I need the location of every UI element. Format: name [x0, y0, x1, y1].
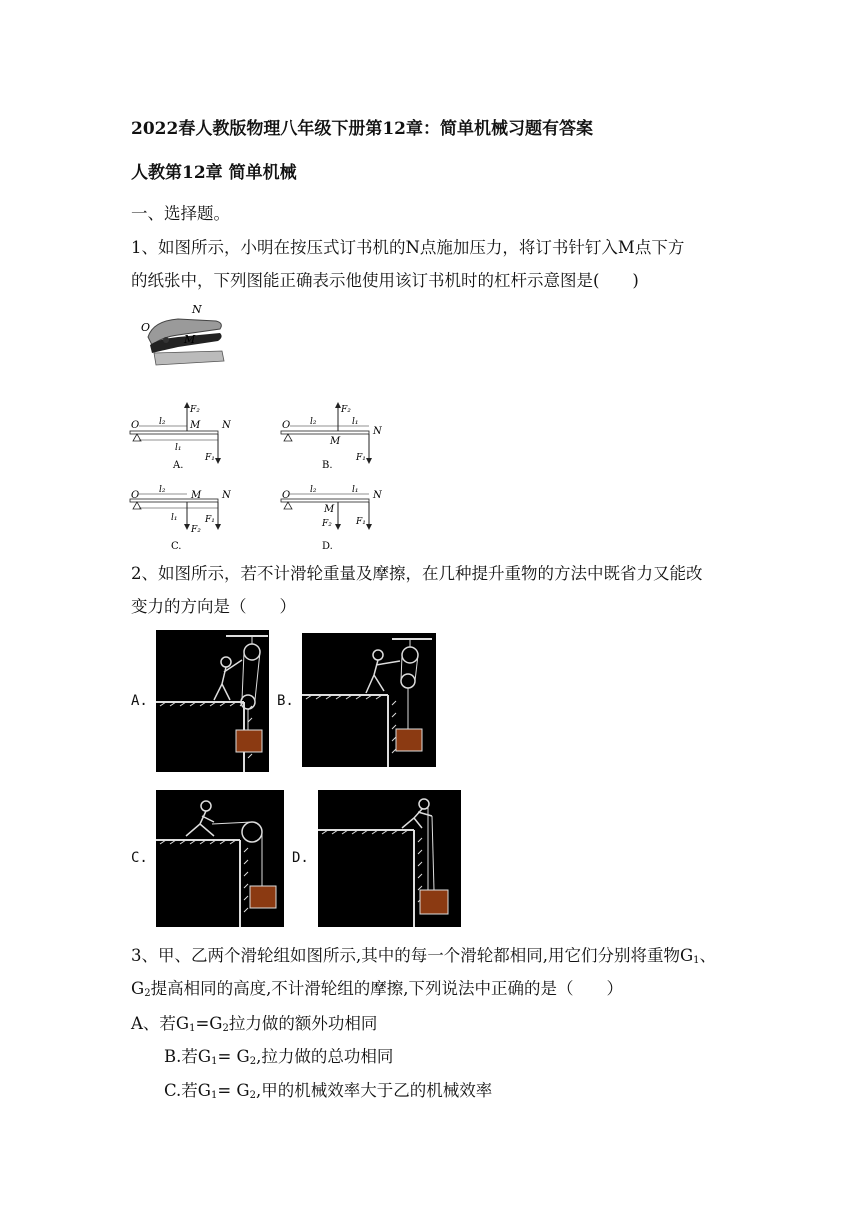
q3-c-s2: 2	[249, 1090, 256, 1101]
q1-line2: 的纸张中，下列图能正确表示他使用该订书机时的杠杆示意图是( )	[131, 271, 639, 290]
q3-c-s1: 1	[210, 1090, 218, 1101]
lever-diagram-b	[276, 400, 386, 472]
document-title: 2022春人教版物理八年级下册第12章：简单机械习题有答案	[131, 119, 593, 139]
q3-a-s2: 2	[222, 1023, 229, 1034]
q2-line1: 2、如图所示，若不计滑轮重量及摩擦，在几种提升重物的方法中既省力又能改	[131, 564, 703, 583]
q3-line1	[131, 945, 716, 972]
q3-b-s2: 2	[249, 1056, 257, 1067]
q3-b-s1: 1	[211, 1056, 218, 1067]
q3-line1-sub: 1	[693, 955, 700, 966]
lever-diagram-d	[276, 482, 386, 554]
lever-d-f1: F₁	[356, 517, 366, 527]
lever-a-o: O	[131, 420, 140, 431]
lever-a-m: M	[190, 420, 201, 431]
lever-d-label: D.	[322, 541, 333, 552]
lever-b-f2: F₂	[341, 405, 351, 415]
q3-line2-g: G	[131, 979, 145, 998]
lever-d-n: N	[373, 490, 382, 501]
pulley-picture-a	[156, 630, 269, 772]
stapler-photo	[138, 303, 228, 369]
q3-a-pre: A、若G	[131, 1014, 190, 1033]
lever-a-l2: l₂	[159, 417, 166, 427]
q1-line1: 1、如图所示，小明在按压式订书机的N点施加压力，将订书针钉入M点下方	[131, 238, 685, 257]
q3-b-pre: B.若G	[164, 1047, 212, 1066]
lever-d-f2: F₂	[322, 519, 332, 529]
pulley-picture-b	[302, 633, 436, 767]
lever-d-m: M	[324, 504, 335, 515]
lever-c-m: M	[191, 490, 202, 501]
lever-b-f1: F₁	[356, 453, 366, 463]
q3-line2	[131, 978, 623, 1005]
q3-b-post: ,拉力做的总功相同	[256, 1047, 394, 1066]
chapter-heading: 人教第12章 简单机械	[131, 163, 297, 183]
lever-b-o: O	[282, 420, 291, 431]
q3-option-b	[164, 1046, 393, 1073]
q3-option-c	[164, 1080, 492, 1107]
q3-a-s1: 1	[189, 1023, 196, 1034]
lever-b-l2: l₂	[310, 417, 317, 427]
lever-d-l2: l₂	[310, 485, 317, 495]
q2-option-d-label: D.	[292, 850, 309, 866]
lever-b-label: B.	[322, 460, 333, 471]
q2-option-b-label: B.	[277, 693, 294, 709]
q2-option-c-label: C.	[131, 850, 148, 866]
section-heading: 一、选择题。	[131, 204, 230, 223]
q3-line2-text: 提高相同的高度,不计滑轮组的摩擦,下列说法中正确的是（ ）	[150, 979, 624, 998]
q3-c-post: ,甲的机械效率大于乙的机械效率	[255, 1081, 493, 1100]
lever-b-n: N	[373, 426, 382, 437]
lever-a-n: N	[222, 420, 231, 431]
lever-d-o: O	[282, 490, 291, 501]
q3-c-pre: C.若G	[164, 1081, 211, 1100]
lever-a-label: A.	[173, 460, 184, 471]
lever-diagram-c	[125, 482, 235, 554]
q3-b-mid: = G	[217, 1047, 250, 1066]
lever-b-m: M	[330, 436, 341, 447]
lever-c-label: C.	[171, 541, 182, 552]
q2-option-a-label: A.	[131, 693, 148, 709]
lever-b-l1: l₁	[352, 417, 359, 427]
q3-a-post: 拉力做的额外功相同	[228, 1014, 378, 1033]
q3-option-a	[131, 1013, 377, 1040]
pulley-picture-d	[318, 790, 461, 927]
q2-line2: 变力的方向是（ ）	[131, 597, 296, 616]
q3-a-mid: =G	[195, 1014, 223, 1033]
q3-line1-text: 3、甲、乙两个滑轮组如图所示,其中的每一个滑轮都相同,用它们分别将重物G	[131, 946, 694, 965]
q3-line1-end: 、	[699, 946, 717, 965]
lever-c-o: O	[131, 490, 140, 501]
photo-label-o: O	[141, 321, 151, 334]
lever-a-f1: F₁	[205, 453, 215, 463]
lever-c-n: N	[222, 490, 231, 501]
lever-c-l2: l₂	[159, 485, 166, 495]
pulley-picture-c	[156, 790, 284, 927]
lever-c-l1: l₁	[171, 513, 178, 523]
q3-line2-sub: 2	[144, 988, 151, 999]
lever-a-l1: l₁	[175, 443, 182, 453]
photo-label-n: N	[192, 303, 202, 316]
photo-label-m: M	[184, 333, 196, 346]
lever-a-f2: F₂	[190, 405, 200, 415]
lever-c-f2: F₂	[191, 525, 201, 535]
lever-d-l1: l₁	[352, 485, 359, 495]
lever-diagram-a	[125, 400, 235, 472]
q3-c-mid: = G	[217, 1081, 250, 1100]
lever-c-f1: F₁	[205, 515, 215, 525]
